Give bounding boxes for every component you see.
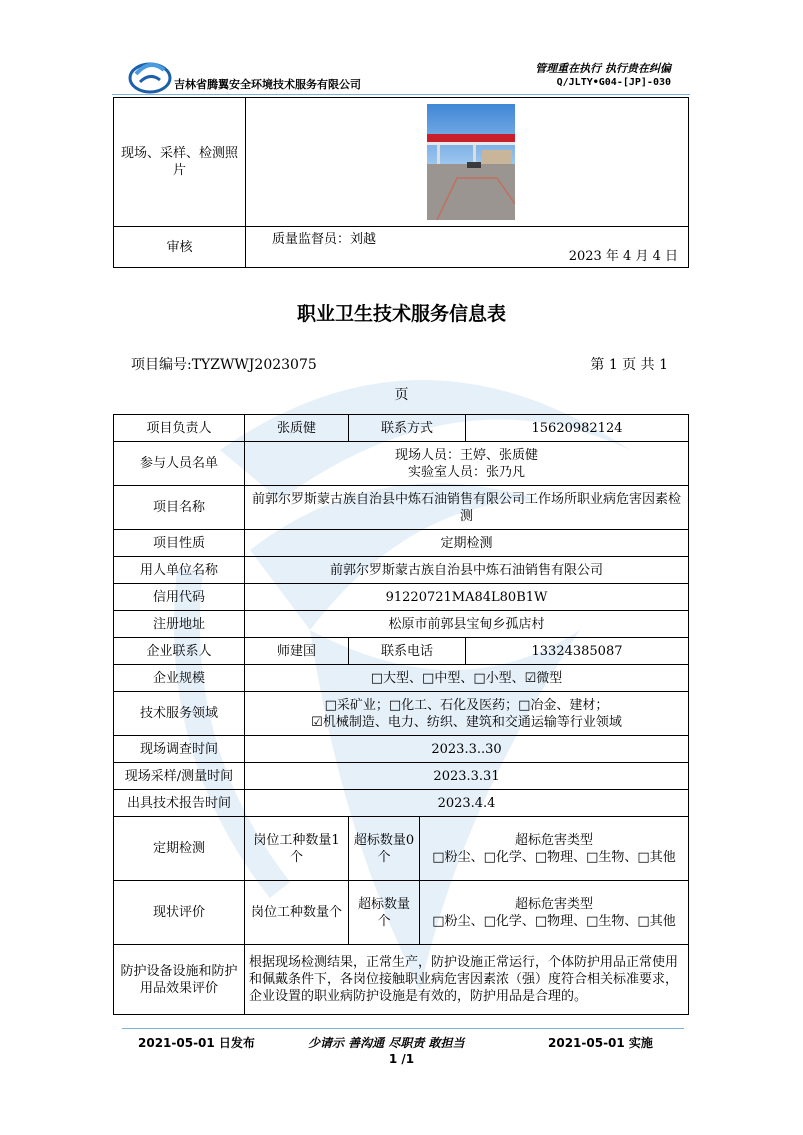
status-hazard-types: □粉尘、□化学、□物理、□生物、□其他 [432,913,676,929]
periodic-hazard-title: 超标危害类型 [515,832,594,848]
document-code: Q/JLTY•G04-[JP]-030 [556,77,671,88]
address-label: 注册地址 [114,611,245,638]
field-value [245,692,689,736]
implement-date: 2021-05-01 实施 [548,1036,653,1050]
page-info-wrap: 页 [394,387,409,403]
enterprise-contact-value: 师建国 [245,638,349,665]
protection-label: 防护设备设施和防护用品效果评价 [114,945,245,1015]
participants-lab: 实验室人员：张乃凡 [408,464,526,480]
project-name-label: 项目名称 [114,486,245,530]
scale-value: □大型、□中型、□小型、☑微型 [245,665,689,692]
review-cell [246,227,689,268]
status-exceed: 超标数量个 [349,881,420,945]
participants-label: 参与人员名单 [114,442,245,486]
header-motto: 管理重在执行 执行贵在纠偏 [535,62,671,75]
periodic-hazard [420,817,689,881]
report-time-label: 出具技术报告时间 [114,790,245,817]
sampling-time-label: 现场采样/测量时间 [114,763,245,790]
address-value: 松原市前郭县宝甸乡孤店村 [245,611,689,638]
project-number: 项目编号:TYZWWJ2023075 [131,357,317,373]
info-table [113,414,689,1015]
nature-value: 定期检测 [245,530,689,557]
report-time-value: 2023.4.4 [245,790,689,817]
sampling-time-value: 2023.3.31 [245,763,689,790]
enterprise-contact-label: 企业联系人 [114,638,245,665]
status-posts: 岗位工种数量个 [245,881,349,945]
page-number: 1 /1 [388,1052,415,1066]
page-info: 第 1 页 共 1 [590,357,668,373]
leader-label: 项目负责人 [114,415,245,442]
field-line-1: □采矿业；□化工、石化及医药；□冶金、建材； [324,697,609,713]
phone-label: 联系电话 [349,638,466,665]
survey-time-label: 现场调查时间 [114,736,245,763]
leader-value: 张质健 [245,415,349,442]
supervisor-text: 质量监督员：刘越 [272,232,377,247]
company-logo-icon [128,56,172,96]
credit-label: 信用代码 [114,584,245,611]
field-line-2: ☑机械制造、电力、纺织、建筑和交通运输等行业领域 [311,714,622,730]
status-label: 现状评价 [114,881,245,945]
header-divider [112,94,690,95]
company-name: 吉林省腾翼安全环境技术服务有限公司 [174,78,361,91]
photo-review-table [113,97,689,268]
review-label: 审核 [114,227,246,268]
contact-value: 15620982124 [466,415,689,442]
employer-label: 用人单位名称 [114,557,245,584]
employer-value: 前郭尔罗斯蒙古族自治县中炼石油销售有限公司 [245,557,689,584]
review-date: 2023 年 4 月 4 日 [568,249,678,264]
gas-station-photo [427,104,515,220]
photo-label: 现场、采样、检测照片 [114,98,246,227]
footer-divider [122,1028,684,1029]
credit-value: 91220721MA84L80B1W [245,584,689,611]
periodic-exceed: 超标数量0 个 [349,817,420,881]
footer-slogan: 少请示 善沟通 尽职责 敢担当 [308,1036,465,1050]
photo-cell [246,98,689,227]
page-title: 职业卫生技术服务信息表 [296,303,506,325]
survey-time-value: 2023.3..30 [245,736,689,763]
periodic-hazard-types: □粉尘、□化学、□物理、□生物、□其他 [432,849,676,865]
status-hazard-title: 超标危害类型 [515,896,594,912]
project-name-value: 前郭尔罗斯蒙古族自治县中炼石油销售有限公司工作场所职业病危害因素检测 [245,486,689,530]
status-hazard [420,881,689,945]
participants-value [245,442,689,486]
nature-label: 项目性质 [114,530,245,557]
periodic-posts: 岗位工种数量1 个 [245,817,349,881]
protection-text: 根据现场检测结果，正常生产，防护设施正常运行，个体防护用品正常使用和佩戴条件下，各岗位接触职业病危害因素浓（强）度符合相关标准要求，企业设置的职业病防护设施是有效的，防护用品是合理的。 [245,945,689,1015]
release-date: 2021-05-01 日发布 [138,1036,255,1050]
participants-field: 现场人员：王婷、张质健 [395,447,539,463]
field-label: 技术服务领域 [114,692,245,736]
scale-label: 企业规模 [114,665,245,692]
phone-value: 13324385087 [466,638,689,665]
contact-label: 联系方式 [349,415,466,442]
periodic-label: 定期检测 [114,817,245,881]
